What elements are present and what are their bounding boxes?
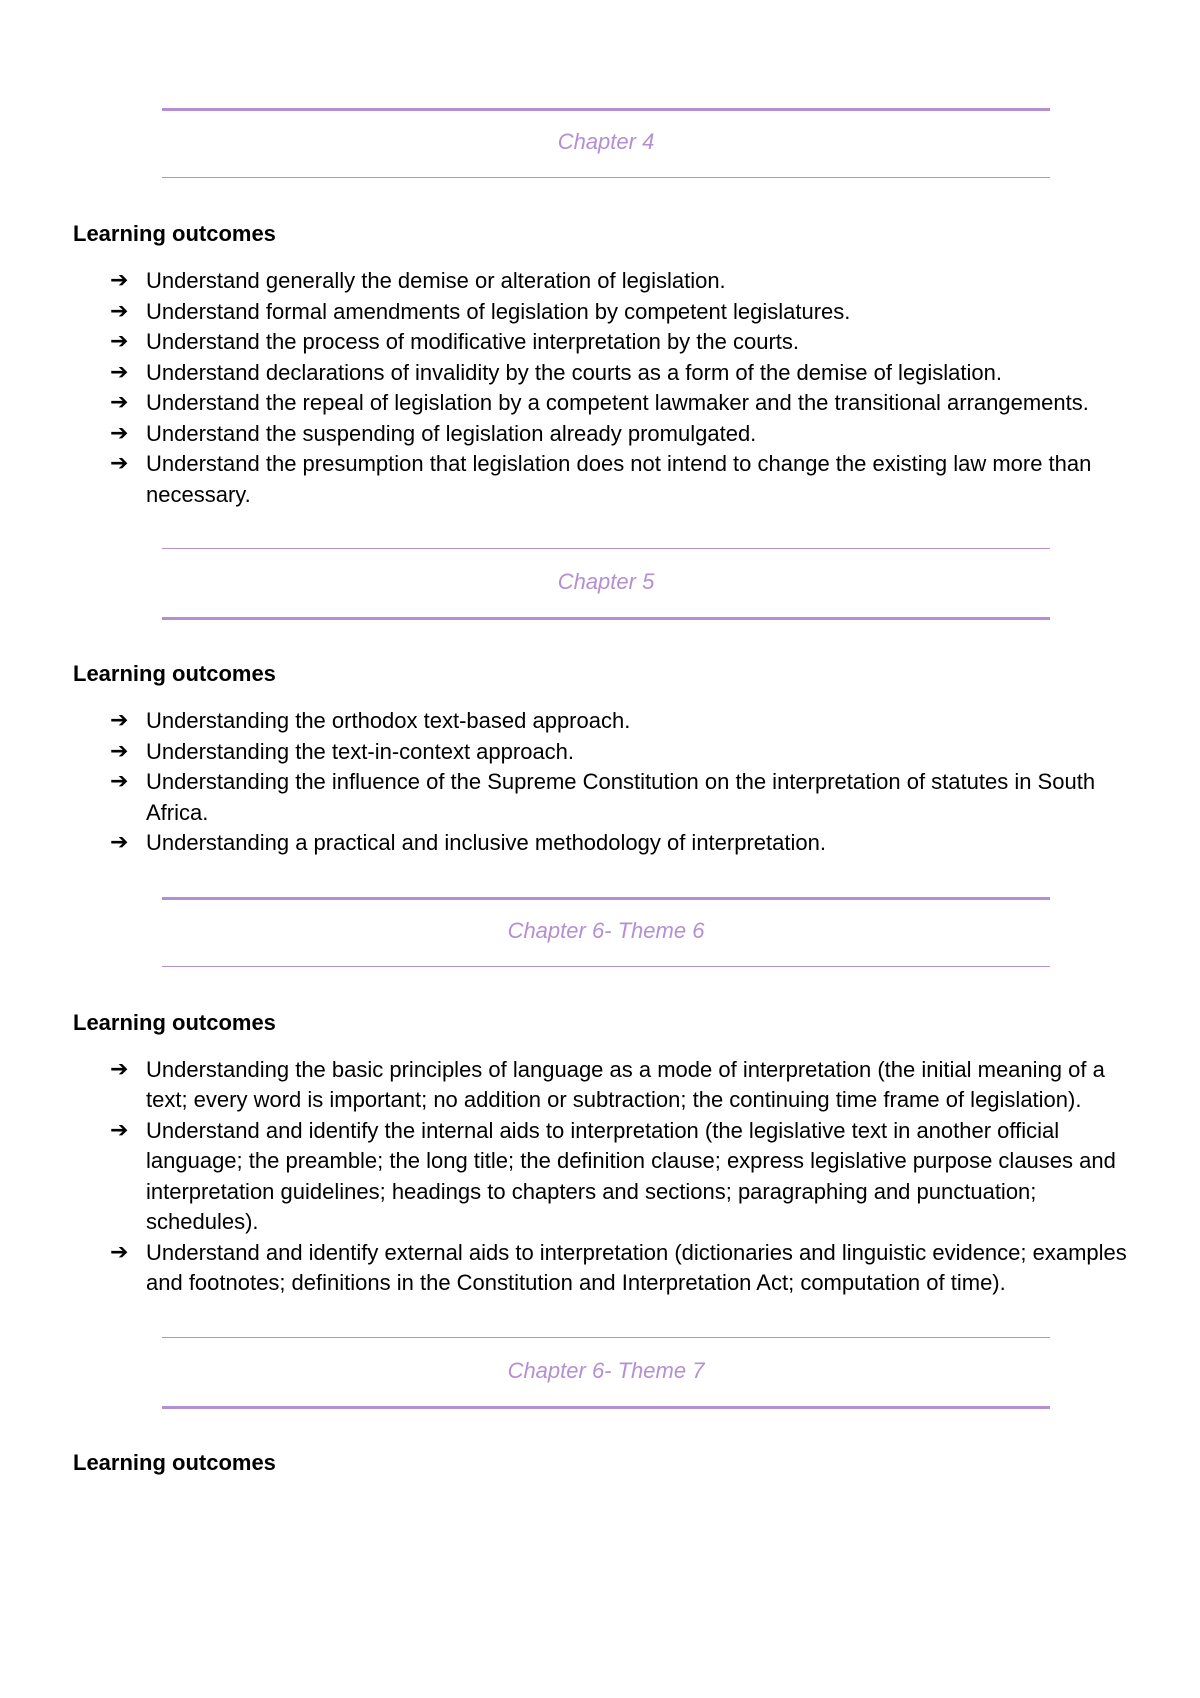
list-item-text: Understanding the orthodox text-based approach. [146,708,631,733]
right-arrow-icon: ➔ [110,738,129,764]
list-item [110,266,1130,297]
divider [162,617,1050,620]
list-item-text: Understand the process of modificative interpretation by the courts. [146,329,800,354]
list-item [110,1238,1130,1299]
right-arrow-icon: ➔ [110,268,129,293]
list-item [110,388,1130,419]
section-heading: Learning outcomes [73,221,276,246]
chapter-title: Chapter 6- Theme 6 [507,917,705,943]
divider [162,897,1050,900]
chapter-title: Chapter 5 [557,569,655,594]
divider [162,1406,1050,1409]
list-item [110,358,1130,389]
list-item [110,767,1130,828]
divider [162,966,1050,967]
chapter-title: Chapter 6- Theme 7 [507,1357,705,1383]
list-item [110,1055,1130,1116]
list-item-text: Understand and identify the internal aids to interpretation (the legislative text in another official language; the preamble; the long title; the definition clause; express legislative purpose clauses and interpretation guidelines; headings to chapters and sections; paragraphing and punctuation; schedules). [146,1117,1116,1234]
right-arrow-icon: ➔ [110,708,129,733]
outcome-list [110,266,1130,510]
right-arrow-icon: ➔ [110,390,129,415]
list-item-text: Understand the suspending of legislation already promulgated. [146,420,757,446]
list-item-text: Understand the repeal of legislation by a competent lawmaker and the transitional arrangements. [146,390,1089,415]
list-item [110,828,1130,859]
section-heading: Learning outcomes [73,1009,276,1035]
divider [162,548,1050,549]
chapter-header [162,1337,1050,1409]
list-item [110,327,1130,358]
right-arrow-icon: ➔ [110,451,129,476]
outcome-list [110,706,1130,859]
chapter-header [162,108,1050,180]
list-item [110,297,1130,328]
list-item-text: Understand formal amendments of legislation by competent legislatures. [146,298,851,324]
list-item [110,1116,1130,1238]
divider [162,1337,1050,1338]
list-item [110,419,1130,450]
list-item-text: Understanding the influence of the Supreme Constitution on the interpretation of statutes in South Africa. [146,769,1096,825]
list-item [110,706,1130,737]
list-item-text: Understand declarations of invalidity by the courts as a form of the demise of legislation. [146,359,1003,385]
list-item-text: Understanding a practical and inclusive methodology of interpretation. [146,830,826,855]
right-arrow-icon: ➔ [110,359,129,385]
section-heading: Learning outcomes [73,1449,276,1475]
list-item-text: Understand generally the demise or alteration of legislation. [146,268,726,293]
list-item-text: Understand the presumption that legislation does not intend to change the existing law more than necessary. [146,451,1092,507]
divider [162,108,1050,111]
right-arrow-icon: ➔ [110,1117,129,1143]
list-item [110,449,1130,510]
list-item [110,737,1130,768]
right-arrow-icon: ➔ [110,1239,129,1265]
list-item-text: Understanding the basic principles of language as a mode of interpretation (the initial meaning of a text; every word is important; no addition or subtraction; the continuing time frame of legislation). [146,1056,1105,1112]
chapter-title: Chapter 4 [557,129,655,154]
chapter-header [162,897,1050,969]
right-arrow-icon: ➔ [110,1056,129,1082]
list-item-text: Understanding the text-in-context approach. [146,738,575,764]
list-item-text: Understand and identify external aids to interpretation (dictionaries and linguistic evidence; examples and footnotes; definitions in the Constitution and Interpretation Act; computation of time). [146,1239,1127,1295]
right-arrow-icon: ➔ [110,298,129,324]
right-arrow-icon: ➔ [110,830,129,855]
right-arrow-icon: ➔ [110,769,129,794]
outcome-list [110,1055,1130,1299]
chapter-header [162,548,1050,620]
section-heading: Learning outcomes [73,661,276,686]
divider [162,177,1050,178]
right-arrow-icon: ➔ [110,329,129,354]
right-arrow-icon: ➔ [110,420,129,446]
